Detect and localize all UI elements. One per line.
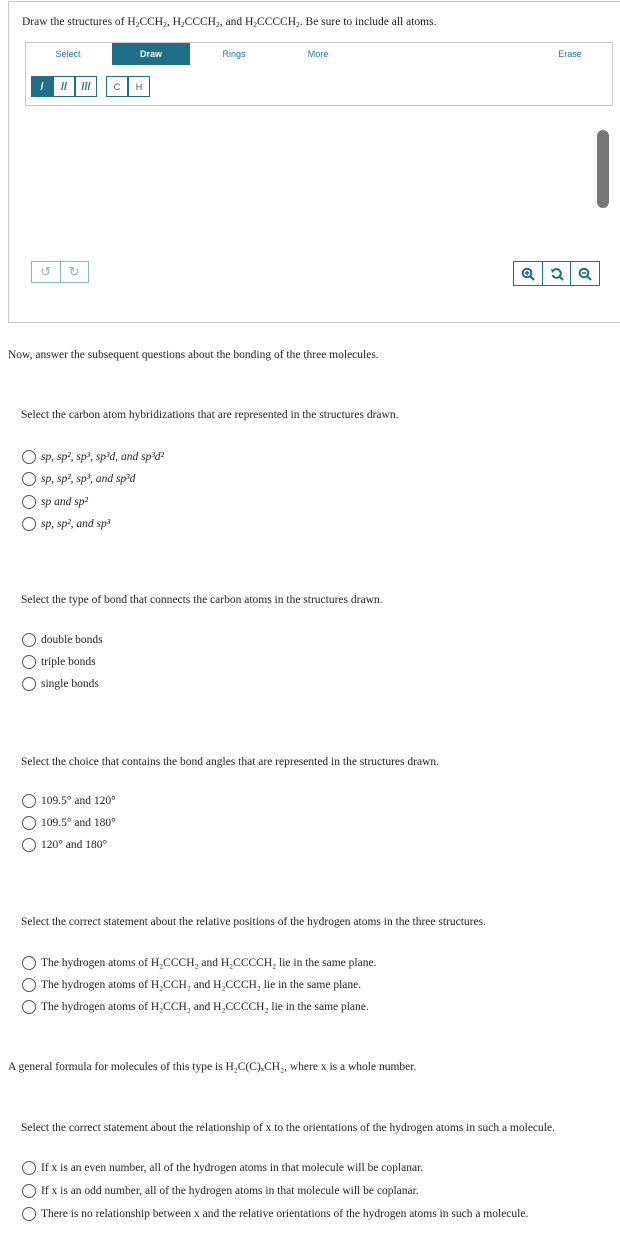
radio-button[interactable] (22, 956, 36, 970)
q1-option-1[interactable] (22, 449, 164, 465)
option-label: 120° and 180° (41, 839, 108, 851)
tab-erase[interactable]: Erase (558, 49, 582, 59)
option-label: double bonds (41, 634, 103, 646)
radio-button[interactable] (22, 838, 36, 852)
q3-option-1[interactable] (22, 793, 116, 809)
radio-button[interactable] (22, 1207, 36, 1221)
double-bond-button[interactable]: // (53, 76, 75, 97)
q4-option-2[interactable] (22, 977, 361, 993)
option-label: The hydrogen atoms of H₂CCH₂ and H₂CCCCH₂ lie in the same plane. (41, 1001, 369, 1013)
option-label: The hydrogen atoms of H₂CCCH₂ and H₂CCCCH₂ lie in the same plane. (41, 957, 377, 969)
option-label: There is no relationship between x and the relative orientations of the hydrogen atoms in such a molecule. (41, 1208, 529, 1220)
q1-option-2[interactable] (22, 471, 135, 487)
q5-option-3[interactable] (22, 1206, 528, 1222)
option-label: 109.5° and 120° (41, 795, 116, 807)
radio-button[interactable] (22, 472, 36, 486)
tool-row (31, 76, 150, 98)
q2-option-3[interactable] (22, 676, 99, 692)
q4-option-3[interactable] (22, 999, 369, 1015)
radio-button[interactable] (22, 1161, 36, 1175)
q4-question: Select the correct statement about the relative positions of the hydrogen atoms in the three structures. (21, 916, 486, 928)
q4-option-1[interactable] (22, 955, 376, 971)
q1-question: Select the carbon atom hybridizations that are represented in the structures drawn. (21, 409, 399, 421)
q5-option-2[interactable] (22, 1183, 419, 1199)
drawing-toolbar (25, 42, 613, 106)
zoom-reset-icon[interactable] (542, 262, 571, 285)
radio-button[interactable] (22, 794, 36, 808)
zoom-controls (513, 261, 600, 286)
undo-icon[interactable]: ↺ (40, 264, 52, 280)
undo-redo-group (31, 261, 89, 283)
zoom-out-icon[interactable] (570, 262, 599, 285)
toolbar-tabs (26, 43, 612, 65)
canvas-scrollbar[interactable] (597, 130, 609, 208)
single-bond-button[interactable]: / (31, 76, 53, 97)
general-formula-text: A general formula for molecules of this type is H₂C(C)ₓCH₂, where x is a whole number. (8, 1061, 417, 1073)
q3-option-3[interactable] (22, 837, 107, 853)
radio-button[interactable] (22, 978, 36, 992)
tab-select[interactable]: Select (55, 49, 81, 59)
radio-button[interactable] (22, 677, 36, 691)
q1-option-4[interactable] (22, 516, 110, 532)
q3-question: Select the choice that contains the bond angles that are represented in the structures drawn. (21, 756, 439, 768)
radio-button[interactable] (22, 633, 36, 647)
zoom-in-icon[interactable] (514, 262, 542, 285)
q2-option-1[interactable] (22, 632, 103, 648)
q5-question: Select the correct statement about the relationship of x to the orientations of the hydrogen atoms in such a molecule. (21, 1122, 555, 1134)
tab-more[interactable]: More (307, 49, 329, 59)
option-label: triple bonds (41, 656, 96, 668)
option-label: The hydrogen atoms of H₂CCH₂ and H₂CCCH₂ lie in the same plane. (41, 979, 362, 991)
hydrogen-atom-button[interactable]: H (128, 76, 150, 97)
option-label: If x is an odd number, all of the hydrogen atoms in that molecule will be coplanar. (41, 1185, 419, 1197)
q1-option-3[interactable] (22, 494, 88, 510)
problem-prompt: Draw the structures of $H_2CCH_2$, $H_2CCCH_2$, and $H_2CCCCH_2$. Be sure to include all atoms. (22, 16, 437, 29)
radio-button[interactable] (22, 495, 36, 509)
carbon-atom-button[interactable]: C (106, 76, 128, 97)
option-label: If x is an even number, all of the hydrogen atoms in that molecule will be coplanar. (41, 1162, 424, 1174)
q5-option-1[interactable] (22, 1160, 423, 1176)
q2-question: Select the type of bond that connects the carbon atoms in the structures drawn. (21, 594, 383, 606)
option-label: sp and sp² (41, 496, 88, 508)
q2-option-2[interactable] (22, 654, 96, 670)
option-label: sp, sp², sp³, and sp³d (41, 473, 136, 485)
radio-button[interactable] (22, 1000, 36, 1014)
tab-draw[interactable]: Draw (112, 43, 190, 65)
option-label: sp, sp², and sp³ (41, 518, 111, 530)
radio-button[interactable] (22, 450, 36, 464)
q3-option-2[interactable] (22, 815, 116, 831)
radio-button[interactable] (22, 517, 36, 531)
radio-button[interactable] (22, 655, 36, 669)
intro-text: Now, answer the subsequent questions about the bonding of the three molecules. (8, 349, 379, 361)
radio-button[interactable] (22, 816, 36, 830)
triple-bond-button[interactable]: /// (75, 76, 97, 97)
radio-button[interactable] (22, 1184, 36, 1198)
option-label: single bonds (41, 678, 99, 690)
option-label: 109.5° and 180° (41, 817, 116, 829)
option-label: sp, sp², sp³, sp³d, and sp³d² (41, 451, 164, 463)
tab-rings[interactable]: Rings (222, 49, 246, 59)
redo-icon[interactable]: ↻ (60, 262, 89, 282)
